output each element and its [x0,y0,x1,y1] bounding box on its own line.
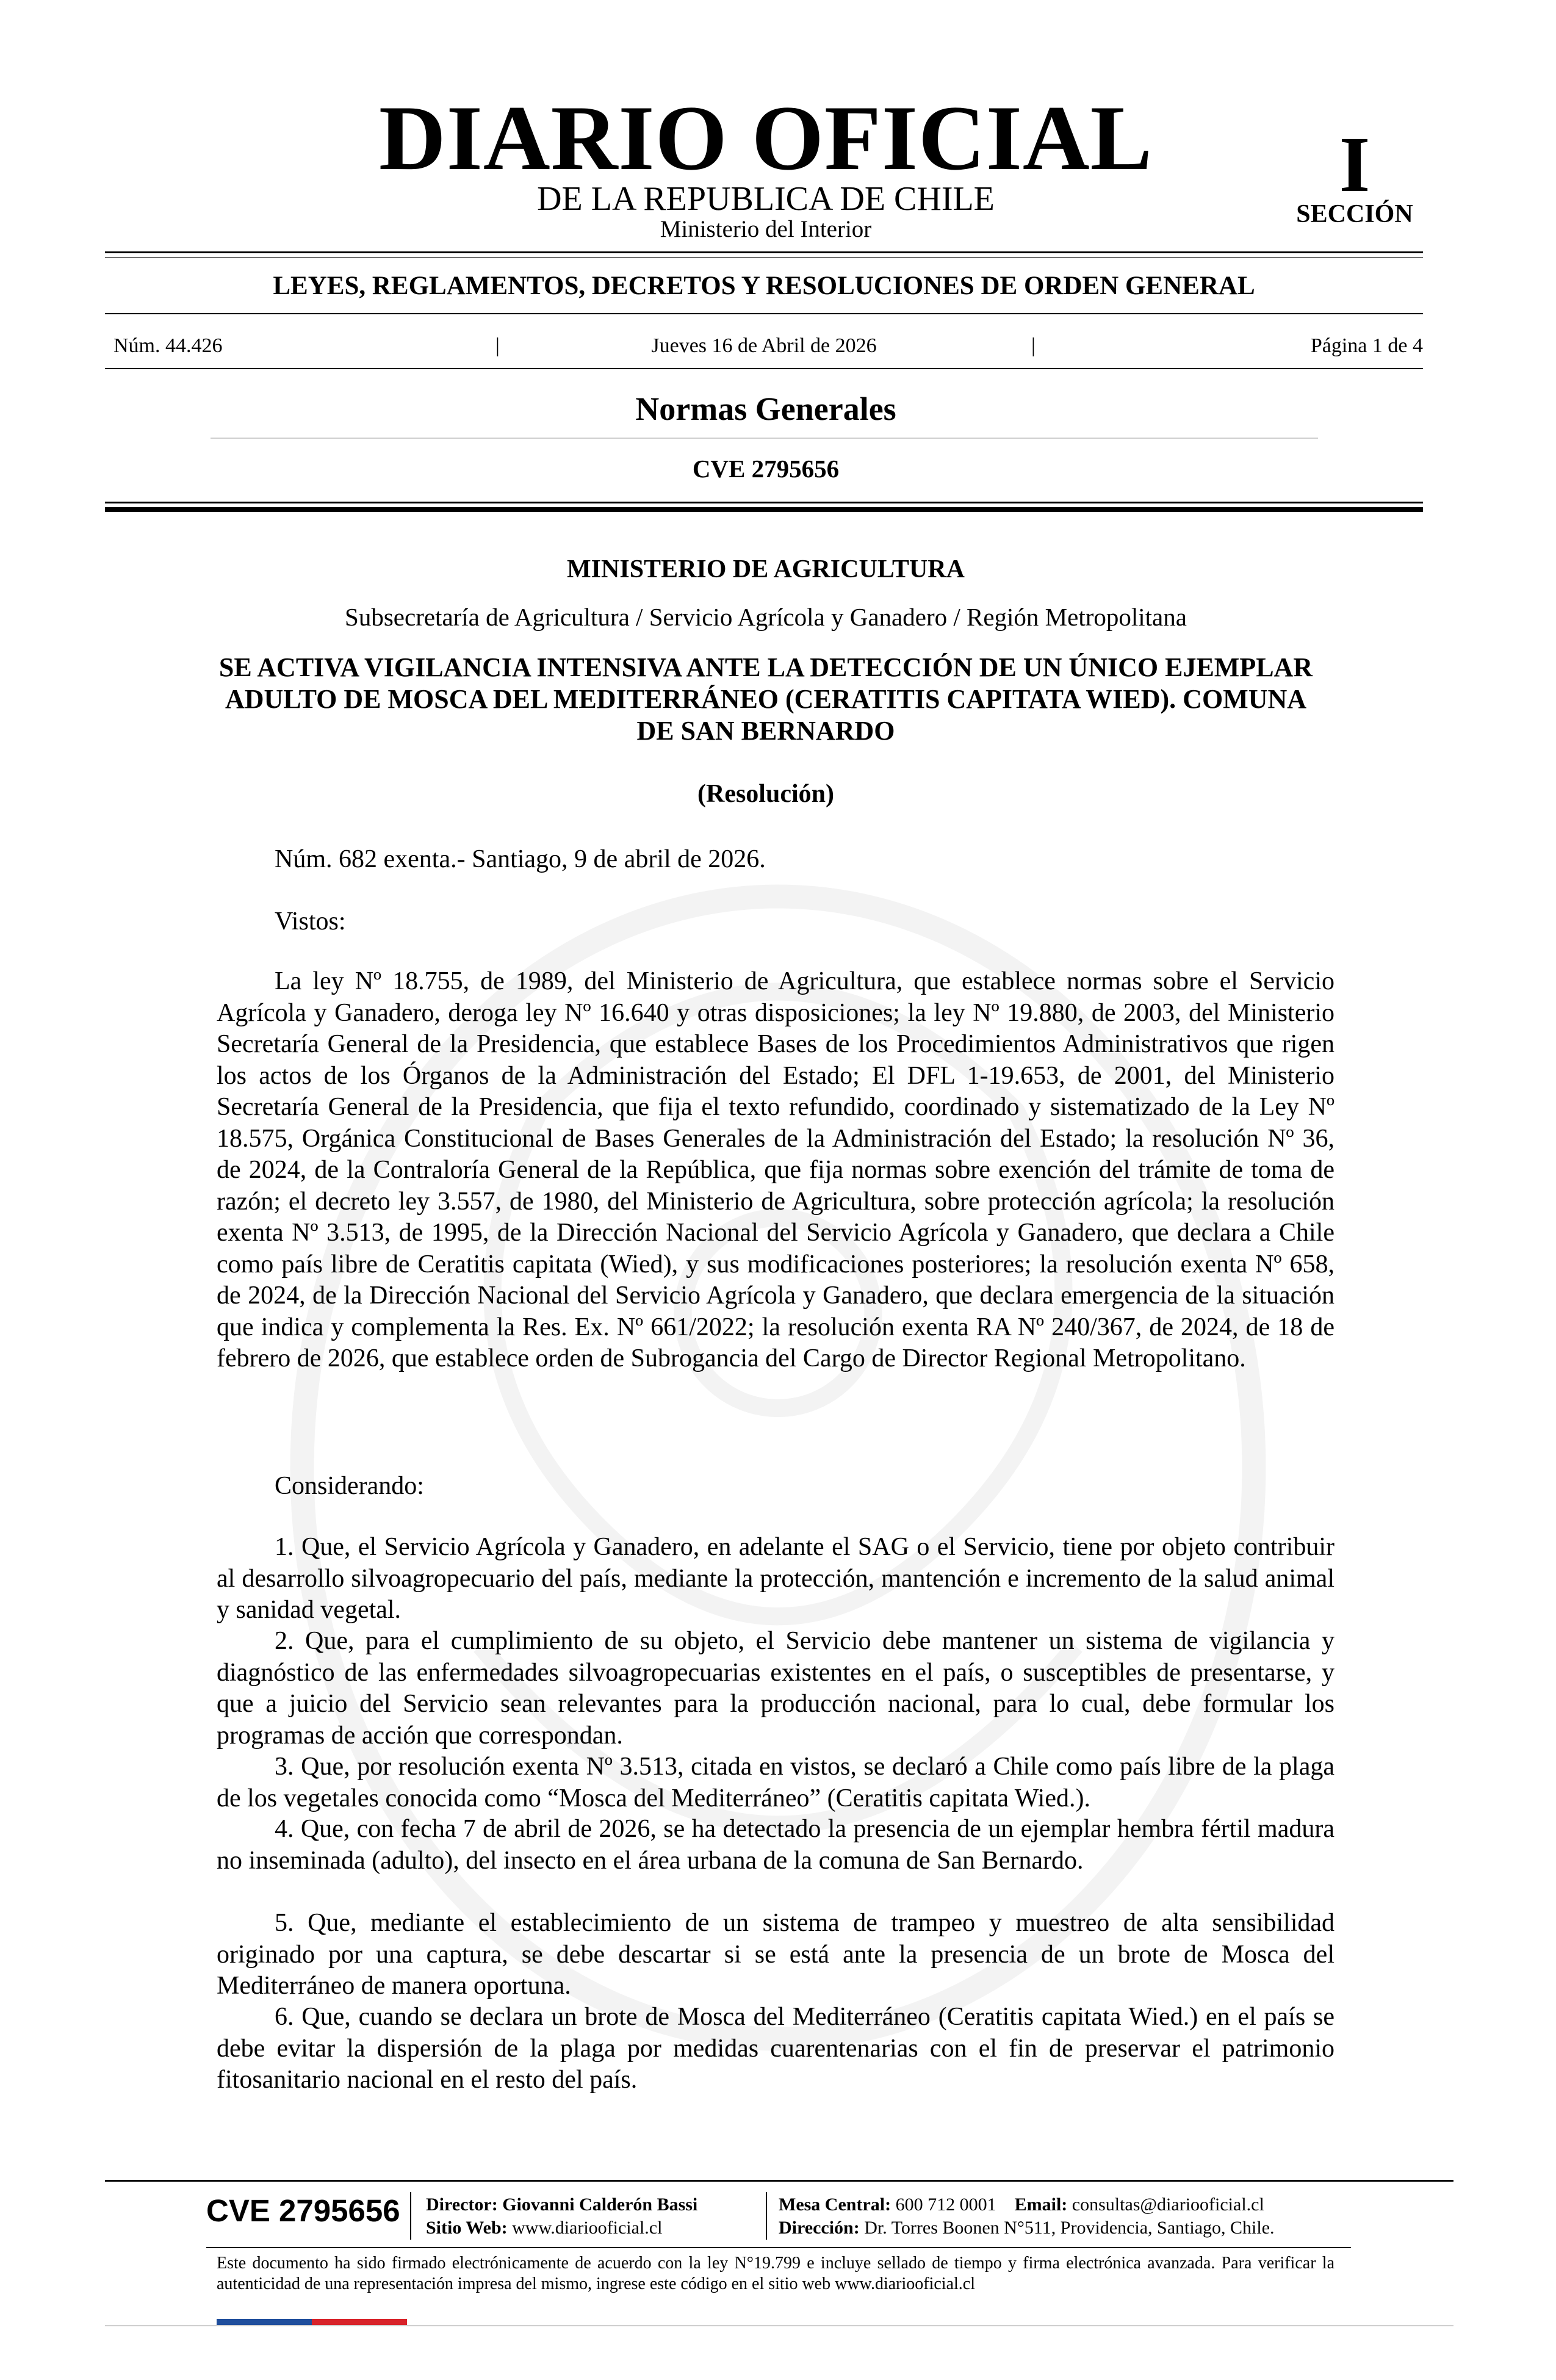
resolution-title: SE ACTIVA VIGILANCIA INTENSIVA ANTE LA DETECCIÓN DE UN ÚNICO EJEMPLAR ADULTO DE MOSCA DEL MEDITERRÁNEO (CERATITIS CAPITATA WIED). COMUNA DE SAN BERNARDO [218,652,1313,746]
masthead-rule-thin [105,257,1423,258]
email-label: Email: [1014,2194,1068,2215]
issue-number: Núm. 44.426 [113,334,223,357]
footer-cve-code: CVE 2795656 [206,2193,400,2228]
email-link[interactable]: consultas@diariooficial.cl [1072,2194,1264,2215]
issue-separator: | [495,334,500,357]
considerando-item: 3. Que, por resolución exenta Nº 3.513, citada en vistos, se declaró a Chile como país libre de la plaga de los vegetales conocida como “Mosca del Mediterráneo” (Ceratitis capitata Wied.). [217,1753,1334,1812]
website-link[interactable]: www.diariooficial.cl [512,2218,663,2238]
header-rule-thick-2 [105,507,1423,512]
masthead-rule-top [105,251,1423,253]
bottom-rule [105,2325,1453,2326]
section-number: I [1339,121,1371,209]
newspaper-title: DIARIO OFICIAL [378,87,1153,189]
director-name: Giovanni Calderón Bassi [502,2194,698,2215]
resolution-type: (Resolución) [697,780,834,808]
laws-heading: LEYES, REGLAMENTOS, DECRETOS Y RESOLUCIONES DE ORDEN GENERAL [273,272,1255,300]
ministry-heading: MINISTERIO DE AGRICULTURA [567,555,965,583]
director-label: Director: [426,2194,498,2215]
considerando-item: 2. Que, para el cumplimiento de su objeto, el Servicio debe mantener un sistema de vigilancia y diagnóstico de las enfermedades silvoagropecuarias existentes en el país, o susceptibles de presentarse, y que a juicio del Servicio sean relevantes para la producción nacional, para lo cual, debe formular los programas de acción que correspondan. [217,1627,1334,1750]
footer-divider [410,2192,411,2240]
considerando-heading: Considerando: [275,1472,424,1500]
newspaper-subtitle: DE LA REPUBLICA DE CHILE [537,180,995,218]
issue-date: Jueves 16 de Abril de 2026 [651,334,877,357]
vistos-heading: Vistos: [275,907,346,936]
cve-code: CVE 2795656 [692,455,840,483]
normas-generales-title: Normas Generales [635,391,896,427]
website-label: Sitio Web: [426,2218,508,2238]
phone-number: 600 712 0001 [895,2194,996,2215]
footer-director-block [426,2193,697,2240]
footer-note-rule [206,2247,1351,2248]
footer-contact-block [779,2193,1275,2240]
section-label: SECCIÓN [1296,200,1413,228]
issue-rule-bottom [105,368,1423,369]
issue-rule-top [105,313,1423,314]
considerando-item: 6. Que, cuando se declara un brote de Mosca del Mediterráneo (Ceratitis capitata Wied.) en el país se debe evitar la dispersión de la plaga por medidas cuarentenarias con el fin de preservar el patrimonio fitosanitario nacional en el resto del país. [217,2003,1334,2094]
address-label: Dirección: [779,2218,860,2238]
footer-rule [105,2180,1453,2182]
subsecretaria-line: Subsecretaría de Agricultura / Servicio Agrícola y Ganadero / Región Metropolitana [345,603,1187,631]
footer-verification-note: Este documento ha sido firmado electrónicamente de acuerdo con la ley N°19.799 e incluye sellado de tiempo y firma electrónica avanzada. Para verificar la autenticidad de una representación impresa del mismo, ingrese este código en el sitio web www.diariooficial.cl [217,2254,1334,2293]
normas-divider [211,438,1318,439]
resolution-number: Núm. 682 exenta.- Santiago, 9 de abril de 2026. [275,845,766,873]
phone-label: Mesa Central: [779,2194,891,2215]
considerando-item: 4. Que, con fecha 7 de abril de 2026, se ha detectado la presencia de un ejemplar hembra fértil madura no inseminada (adulto), del insecto en el área urbana de la comuna de San Bernardo. [217,1815,1334,1875]
newspaper-ministry: Ministerio del Interior [660,216,872,242]
address-text: Dr. Torres Boonen N°511, Providencia, Santiago, Chile. [864,2218,1275,2238]
considerando-item: 5. Que, mediante el establecimiento de un sistema de trampeo y muestreo de alta sensibilidad originado por una captura, se debe descartar si se está ante la presencia de un brote de Mosca del Mediterráneo de manera oportuna. [217,1909,1334,2000]
considerando-item: 1. Que, el Servicio Agrícola y Ganadero, en adelante el SAG o el Servicio, tiene por objeto contribuir al desarrollo silvoagropecuario del país, mediante la protección, mantención e incremento de la salud animal y sanidad vegetal. [217,1533,1334,1624]
vistos-paragraph: La ley Nº 18.755, de 1989, del Ministerio de Agricultura, que establece normas sobre el Servicio Agrícola y Ganadero, deroga ley Nº 16.640 y otras disposiciones; la ley Nº 19.880, de 2003, del Ministerio Secretaría General de la Presidencia, que establece Bases de los Procedimientos Administrativos que rigen los actos de los Órganos de la Administración del Estado; El DFL 1-19.653, de 2001, del Ministerio Secretaría General de la Presidencia, que fija el texto refundido, coordinado y sistematizado de la Ley Nº 18.575, Orgánica Constitucional de Bases Generales de la Administración del Estado; la resolución Nº 36, de 2024, de la Contraloría General de la República, que fija normas sobre exención del trámite de toma de razón; el decreto ley 3.557, de 1980, del Ministerio de Agricultura, sobre protección agrícola; la resolución exenta Nº 3.513, de 1995, de la Dirección Nacional del Servicio Agrícola y Ganadero, que declara a Chile como país libre de Ceratitis capitata (Wied), y sus modificaciones posteriores; la resolución exenta Nº 658, de 2024, de la Dirección Nacional del Servicio Agrícola y Ganadero, que declara emergencia de la situación que indica y complementa la Res. Ex. Nº 661/2022; la resolución exenta RA Nº 240/367, de 2024, de 18 de febrero de 2026, que establece orden de Subrogancia del Cargo de Director Regional Metropolitano. [217,967,1334,1372]
issue-separator: | [1031,334,1036,357]
footer-divider [766,2192,767,2240]
issue-page: Página 1 de 4 [1310,334,1423,357]
header-rule-thick-1 [105,502,1423,503]
